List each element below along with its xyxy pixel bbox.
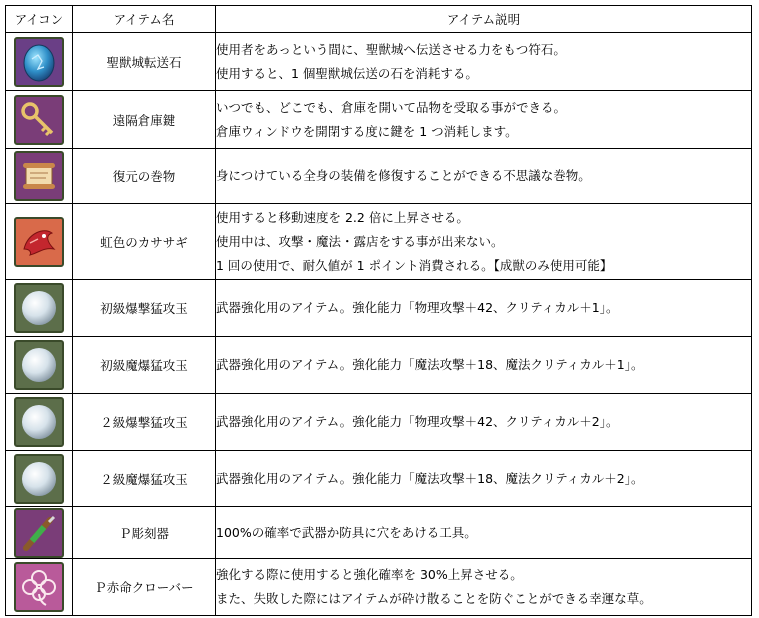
- table-header-row: [6, 6, 752, 33]
- item-description: [216, 91, 752, 149]
- description-line: いつでも、どこでも、倉庫を開いて品物を受取る事ができる。: [216, 99, 567, 115]
- description-line: 使用者をあっという間に、聖獣城へ伝送させる力をもつ符石。: [216, 41, 566, 57]
- item-description: [216, 559, 752, 616]
- table-row: [6, 91, 752, 149]
- item-table: [5, 5, 752, 616]
- item-name: 聖獣城転送石: [73, 33, 216, 91]
- pearl-orb-icon: [14, 340, 64, 390]
- item-name: 復元の巻物: [73, 149, 216, 204]
- description-line: 1 回の使用で、耐久値が 1 ポイント消費される。【成獣のみ使用可能】: [216, 257, 613, 273]
- chisel-icon: [14, 508, 64, 558]
- pearl-orb-icon: [14, 397, 64, 447]
- table-row: [6, 280, 752, 337]
- description-line: また、失敗した際にはアイテムが砕け散ることを防ぐことができる幸運な草。: [216, 591, 652, 606]
- table-row: [6, 33, 752, 91]
- magpie-icon: [14, 217, 64, 267]
- header-icon: アイコン: [6, 6, 73, 33]
- clover-icon: [14, 562, 64, 612]
- table-row: [6, 337, 752, 394]
- item-description: [216, 394, 752, 451]
- pearl-orb-icon: [14, 283, 64, 333]
- key-icon: [14, 95, 64, 145]
- scroll-icon: [14, 151, 64, 201]
- description-line: 武器強化用のアイテム。強化能力「物理攻撃＋42、クリティカル＋1」。: [216, 300, 619, 315]
- table-row: [6, 451, 752, 507]
- blue-stone-icon: [14, 37, 64, 87]
- item-description: [216, 149, 752, 204]
- table-row: [6, 394, 752, 451]
- item-description: [216, 33, 752, 91]
- item-name: ２級魔爆猛攻玉: [73, 451, 216, 507]
- item-name: Ｐ赤命クローバー: [73, 559, 216, 616]
- item-description: [216, 507, 752, 559]
- description-line: 使用中は、攻撃・魔法・露店をする事が出来ない。: [216, 233, 504, 249]
- item-name: 遠隔倉庫鍵: [73, 91, 216, 149]
- description-line: 武器強化用のアイテム。強化能力「魔法攻撃＋18、魔法クリティカル＋1」。: [216, 357, 644, 372]
- item-description: [216, 337, 752, 394]
- item-description: [216, 204, 752, 280]
- table-row: [6, 559, 752, 616]
- description-line: 使用すると移動速度を 2.2 倍に上昇させる。: [216, 209, 469, 225]
- item-name: Ｐ彫刻器: [73, 507, 216, 559]
- pearl-orb-icon: [14, 454, 64, 504]
- header-name: アイテム名: [73, 6, 216, 33]
- table-row: [6, 149, 752, 204]
- item-name: 初級爆撃猛攻玉: [73, 280, 216, 337]
- item-name: ２級爆撃猛攻玉: [73, 394, 216, 451]
- description-line: 使用すると、1 個聖獣城伝送の石を消耗する。: [216, 65, 478, 81]
- item-description: [216, 280, 752, 337]
- item-name: 虹色のカササギ: [73, 204, 216, 280]
- description-line: 武器強化用のアイテム。強化能力「魔法攻撃＋18、魔法クリティカル＋2」。: [216, 470, 644, 486]
- item-description: [216, 451, 752, 507]
- description-line: 倉庫ウィンドウを開閉する度に鍵を 1 つ消耗します。: [216, 123, 518, 139]
- table-row: [6, 204, 752, 280]
- description-line: 強化する際に使用すると強化確率を 30%上昇させる。: [216, 567, 523, 582]
- item-name: 初級魔爆猛攻玉: [73, 337, 216, 394]
- description-line: 身につけている全身の装備を修復することができる不思議な巻物。: [216, 168, 591, 183]
- header-description: アイテム説明: [216, 6, 752, 33]
- description-line: 100%の確率で武器か防具に穴をあける工具。: [216, 524, 477, 540]
- description-line: 武器強化用のアイテム。強化能力「物理攻撃＋42、クリティカル＋2」。: [216, 414, 619, 429]
- table-row: [6, 507, 752, 559]
